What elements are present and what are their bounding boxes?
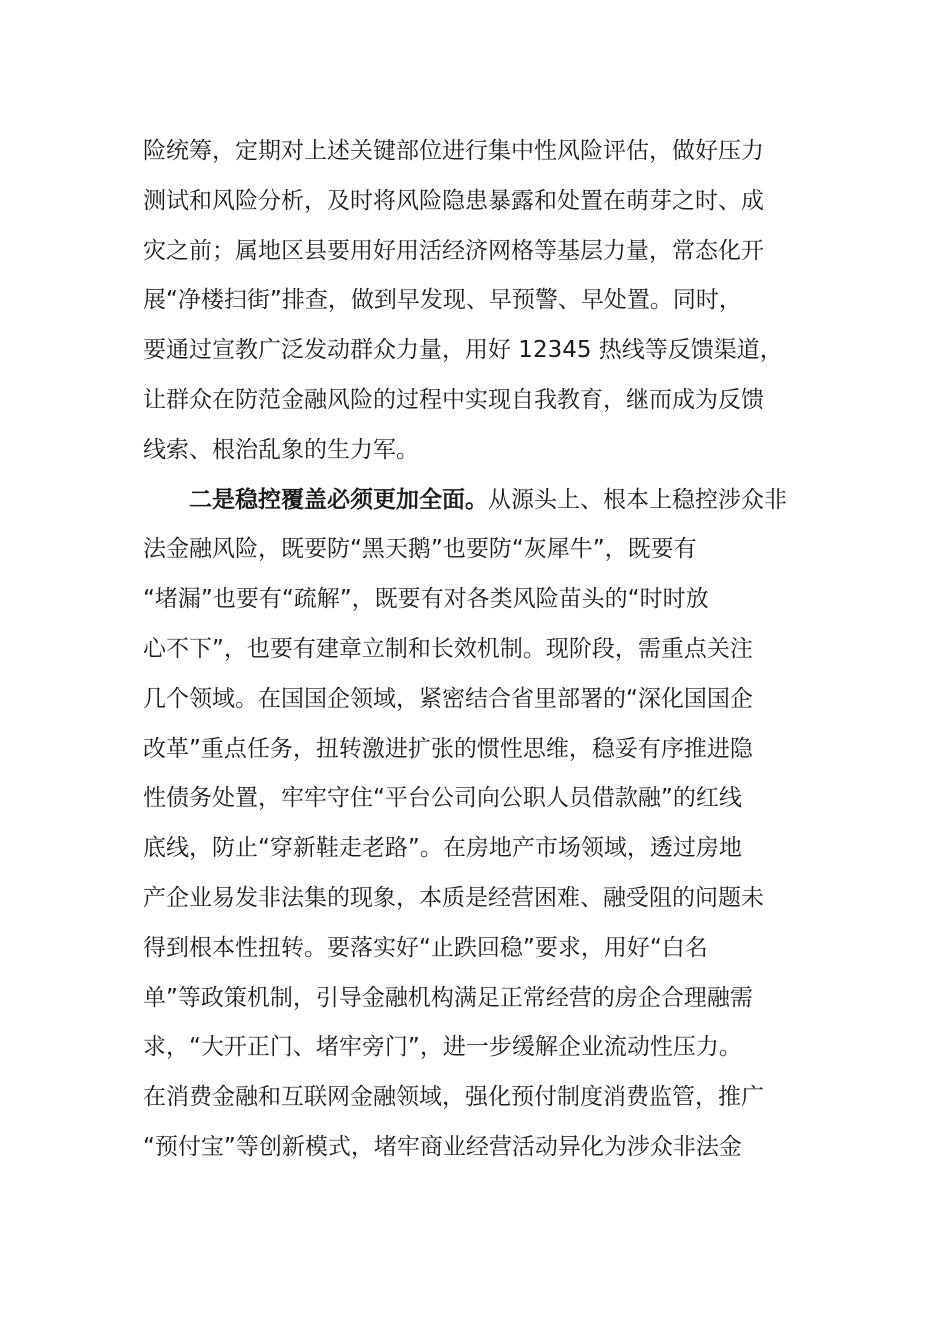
paragraph-line: 性债务处置，牢牢守住“平台公司向公职人员借款融”的红线: [143, 785, 742, 812]
paragraph-line: 线索、根治乱象的生力军。: [143, 436, 419, 463]
paragraph-line: “堵漏”也要有“疏解”，既要有对各类风险苗头的“时时放: [143, 586, 709, 613]
paragraph-first-rest: 从源头上、根本上稳控涉众非: [488, 486, 787, 513]
paragraph-heading: 二是稳控覆盖必须更加全面。: [189, 486, 488, 513]
paragraph-line: 改革”重点任务，扭转激进扩张的惯性思维，稳妥有序推进隐: [143, 735, 753, 762]
paragraph-line: 几个领域。在国国企领域，紧密结合省里部署的“深化国国企: [143, 685, 753, 712]
paragraph-line: 得到根本性扭转。要落实好“止跌回稳”要求，用好“白名: [143, 934, 708, 961]
paragraph-line: “预付宝”等创新模式，堵牢商业经营活动异化为涉众非法金: [143, 1133, 742, 1160]
paragraph-line: 在消费金融和互联网金融领域，强化预付制度消费监管，推广: [143, 1084, 764, 1111]
document-body: [143, 127, 809, 1173]
paragraph-line: 底线，防止“穿新鞋走老路”。在房地产市场领域，透过房地: [143, 835, 742, 862]
paragraph-line: 单”等政策机制，引导金融机构满足正常经营的房企合理融需: [143, 984, 753, 1011]
paragraph-line: 测试和风险分析，及时将风险隐患暴露和处置在萌芽之时、成: [143, 187, 764, 214]
paragraph-line: 灾之前；属地区县要用好用活经济网格等基层力量，常态化开: [143, 237, 764, 264]
paragraph-line: 求，“大开正门、堵牢旁门”，进一步缓解企业流动性压力。: [143, 1034, 742, 1061]
paragraph-line: 产企业易发非法集的现象，本质是经营困难、融受阻的问题未: [143, 884, 764, 911]
paragraph-line: 心不下”，也要有建章立制和长效机制。现阶段，需重点关注: [143, 635, 753, 662]
paragraph-line: 要通过宣教广泛发动群众力量，用好 12345 热线等反馈渠道，: [143, 337, 783, 364]
paragraph-line: 让群众在防范金融风险的过程中实现自我教育，继而成为反馈: [143, 386, 764, 413]
paragraph-line: 险统筹，定期对上述关键部位进行集中性风险评估，做好压力: [143, 138, 764, 164]
paragraph-line: 法金融风险，既要防“黑天鹅”也要防“灰犀牛”，既要有: [143, 536, 697, 563]
paragraph-first-line: [143, 476, 809, 526]
paragraph-line: 展“净楼扫街”排查，做到早发现、早预警、早处置。同时，: [143, 287, 742, 314]
